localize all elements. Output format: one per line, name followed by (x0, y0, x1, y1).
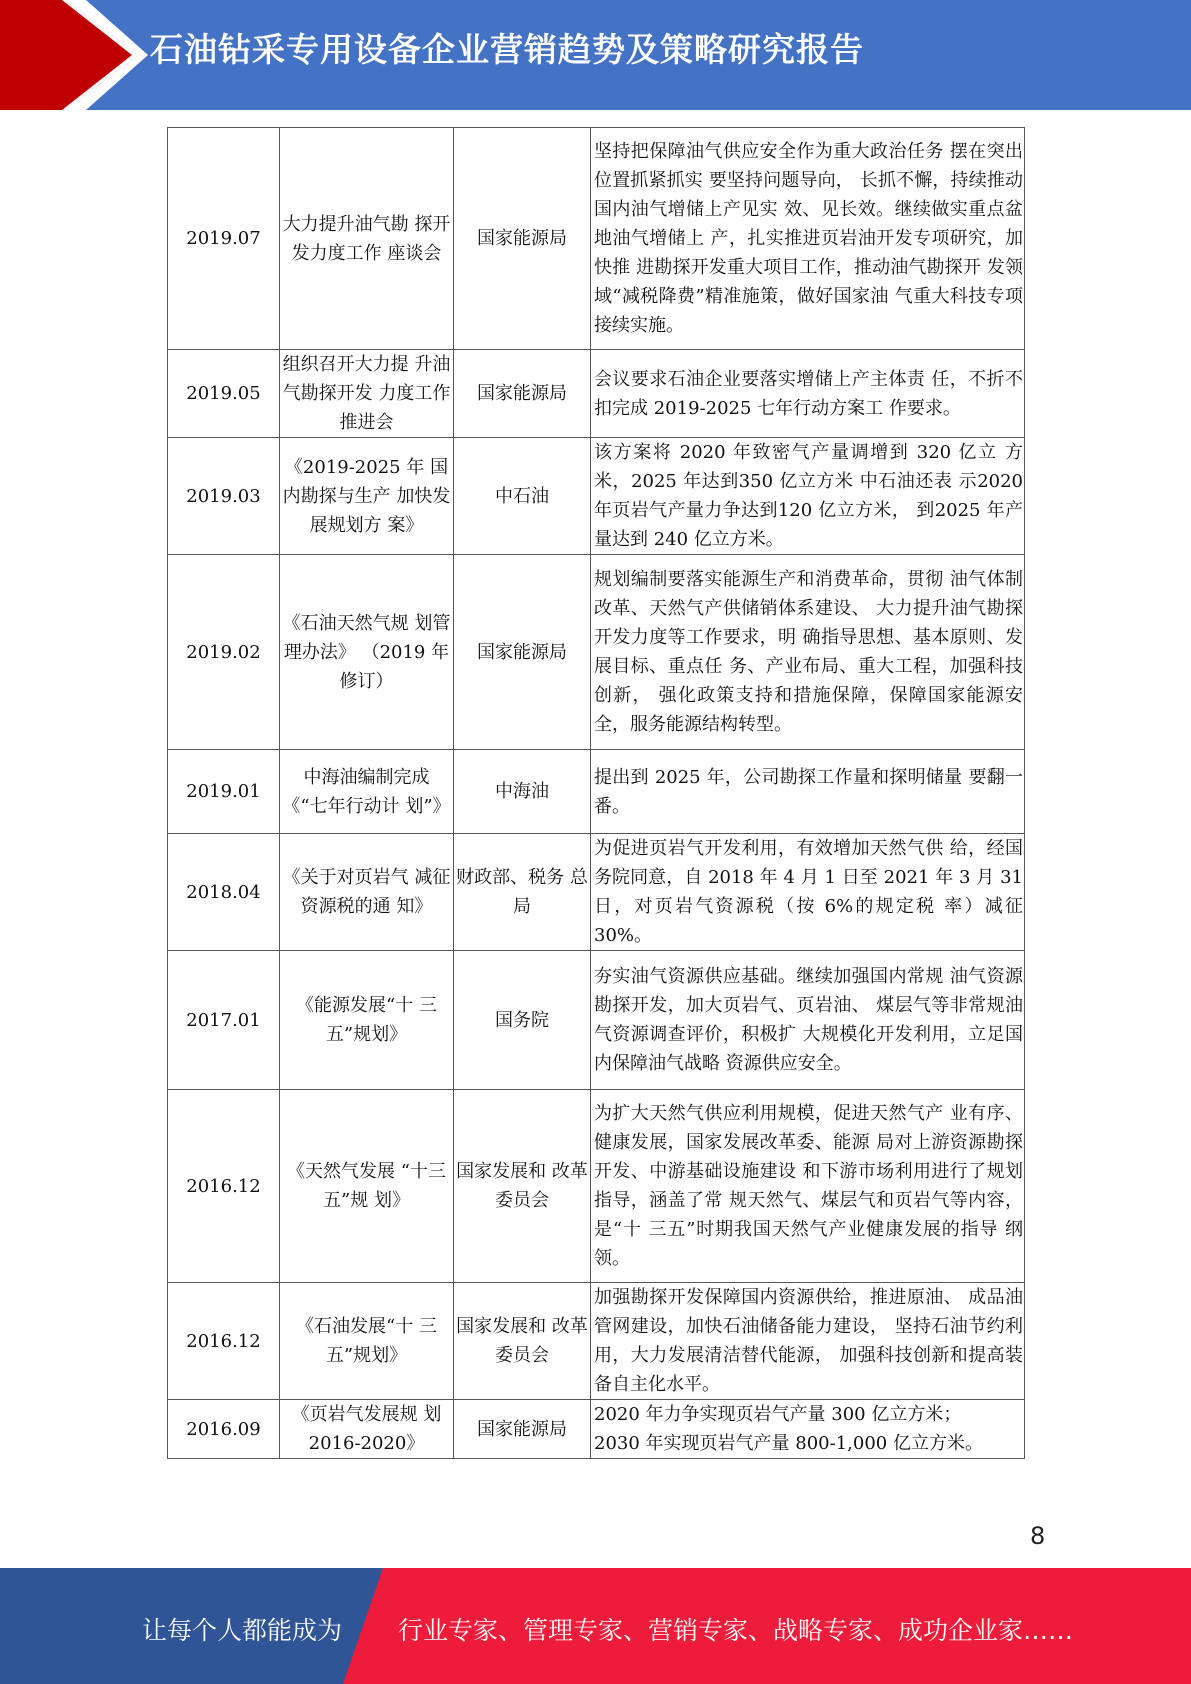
content-cell: 该方案将 2020 年致密气产量调增到 320 亿立 方米，2025 年达到350 亿立方米 中石油还表 示2020 年页岩气产量力争达到120 亿立方米， 到2025 年产量达到 240 亿立方米。 (591, 438, 1025, 555)
table-row (168, 834, 1025, 951)
policy-name-cell: 《关于对页岩气 减征资源税的通 知》 (280, 834, 454, 951)
policy-table (167, 127, 1025, 1459)
report-title: 石油钻采专用设备企业营销趋势及策略研究报告 (150, 30, 864, 69)
content-cell: 为促进页岩气开发利用，有效增加天然气供 给，经国务院同意，自 2018 年 4 月 1 日至 2021 年 3 月 31 日，对页岩气资源税（按 6%的规定税 率）减征 30%。 (591, 834, 1025, 951)
table-row (168, 951, 1025, 1090)
date-cell: 2016.09 (168, 1400, 280, 1459)
table-row (168, 350, 1025, 438)
date-cell: 2019.02 (168, 555, 280, 750)
policy-name-cell: 《页岩气发展规 划 2016-2020》 (280, 1400, 454, 1459)
page-number: 8 (1030, 1522, 1046, 1550)
issuer-cell: 中石油 (454, 438, 591, 555)
content-cell: 坚持把保障油气供应安全作为重大政治任务 摆在突出位置抓紧抓实 要坚持问题导向， 长抓不懈，持续推动国内油气增储上产见实 效、见长效。继续做实重点盆地油气增储上 产，扎实推进页岩油开发专项研究，加快推 进勘探开发重大项目工作，推动油气勘探开 发领域“减税降费”精准施策，做好国家油 气重大科技专项接续实施。 (591, 128, 1025, 350)
date-cell: 2019.07 (168, 128, 280, 350)
content-cell: 夯实油气资源供应基础。继续加强国内常规 油气资源勘探开发，加大页岩气、页岩油、 煤层气等非常规油气资源调查评价，积极扩 大规模化开发利用，立足国内保障油气战略 资源供应安全。 (591, 951, 1025, 1090)
issuer-cell: 国家能源局 (454, 128, 591, 350)
content-cell: 为扩大天然气供应利用规模，促进天然气产 业有序、健康发展，国家发展改革委、能源 局对上游资源勘探开发、中游基础设施建设 和下游市场利用进行了规划指导，涵盖了常 规天然气、煤层气和页岩气等内容，是“十 三五”时期我国天然气产业健康发展的指导 纲领。 (591, 1090, 1025, 1283)
date-cell: 2018.04 (168, 834, 280, 951)
policy-name-cell: 《能源发展“十 三五”规划》 (280, 951, 454, 1090)
content-cell: 加强勘探开发保障国内资源供给，推进原油、 成品油管网建设，加快石油储备能力建设， 坚持石油节约利用，大力发展清洁替代能源， 加强科技创新和提高装备自主化水平。 (591, 1283, 1025, 1400)
report-header (0, 0, 1191, 110)
table-row (168, 1090, 1025, 1283)
date-cell: 2019.03 (168, 438, 280, 555)
footer-slogan-left: 让每个人都能成为 (142, 1616, 343, 1645)
report-footer (0, 1568, 1191, 1684)
issuer-cell: 国家能源局 (454, 1400, 591, 1459)
table-row (168, 1400, 1025, 1459)
content-cell: 会议要求石油企业要落实增储上产主体责 任，不折不扣完成 2019-2025 七年行动方案工 作要求。 (591, 350, 1025, 438)
date-cell: 2019.05 (168, 350, 280, 438)
issuer-cell: 国家能源局 (454, 555, 591, 750)
policy-name-cell: 《天然气发展 “十三五”规 划》 (280, 1090, 454, 1283)
policy-name-cell: 中海油编制完成 《“七年行动计 划”》 (280, 750, 454, 834)
issuer-cell: 国家发展和 改革委员会 (454, 1090, 591, 1283)
date-cell: 2017.01 (168, 951, 280, 1090)
header-chevron-decoration (0, 0, 170, 110)
issuer-cell: 中海油 (454, 750, 591, 834)
policy-table-wrapper (167, 127, 1024, 1454)
date-cell: 2016.12 (168, 1090, 280, 1283)
policy-name-cell: 大力提升油气勘 探开发力度工作 座谈会 (280, 128, 454, 350)
table-row (168, 750, 1025, 834)
table-row (168, 1283, 1025, 1400)
table-row (168, 555, 1025, 750)
date-cell: 2019.01 (168, 750, 280, 834)
issuer-cell: 国家能源局 (454, 350, 591, 438)
issuer-cell: 国务院 (454, 951, 591, 1090)
footer-slogan-right: 行业专家、管理专家、营销专家、战略专家、成功企业家…… (398, 1616, 1074, 1645)
content-cell: 2020 年力争实现页岩气产量 300 亿立方米； 2030 年实现页岩气产量 800-1,000 亿立方米。 (591, 1400, 1025, 1459)
issuer-cell: 国家发展和 改革委员会 (454, 1283, 591, 1400)
table-row (168, 128, 1025, 350)
policy-name-cell: 《石油发展“十 三五”规划》 (280, 1283, 454, 1400)
content-cell: 规划编制要落实能源生产和消费革命，贯彻 油气体制改革、天然气产供储销体系建设、 大力提升油气勘探开发力度等工作要求，明 确指导思想、基本原则、发展目标、重点任 务、产业布局、重大工程，加强科技创新， 强化政策支持和措施保障，保障国家能源安 全，服务能源结构转型。 (591, 555, 1025, 750)
content-cell: 提出到 2025 年，公司勘探工作量和探明储量 要翻一番。 (591, 750, 1025, 834)
date-cell: 2016.12 (168, 1283, 280, 1400)
policy-name-cell: 《2019-2025 年 国内勘探与生产 加快发展规划方 案》 (280, 438, 454, 555)
policy-name-cell: 组织召开大力提 升油气勘探开发 力度工作推进会 (280, 350, 454, 438)
policy-name-cell: 《石油天然气规 划管理办法》 （2019 年修订） (280, 555, 454, 750)
issuer-cell: 财政部、税务 总局 (454, 834, 591, 951)
table-row (168, 438, 1025, 555)
